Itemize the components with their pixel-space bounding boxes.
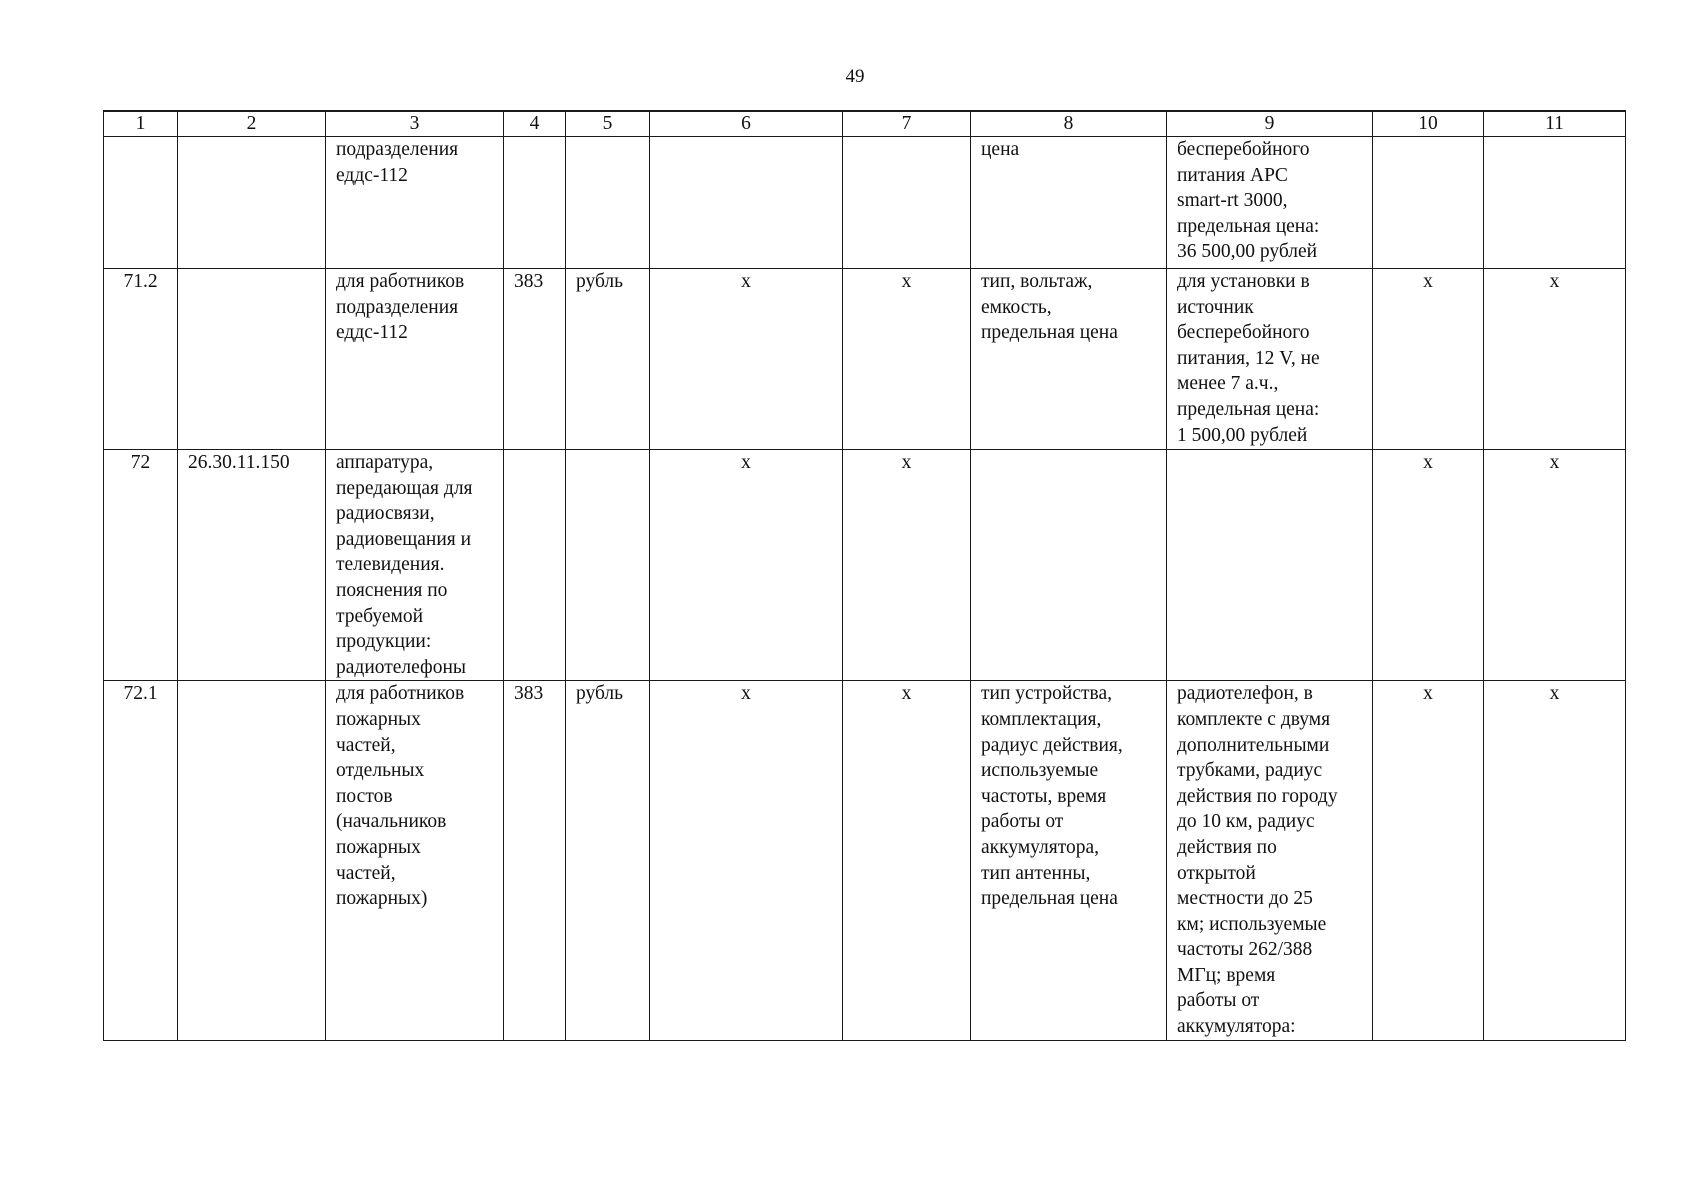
cell-col6: x — [650, 269, 843, 450]
column-header: 4 — [504, 111, 566, 137]
cell-number: 71.2 — [104, 269, 178, 450]
cell-col7: x — [843, 681, 971, 1040]
cell-col11: x — [1484, 269, 1626, 450]
table-row — [104, 450, 1626, 681]
cell-col10: x — [1373, 681, 1484, 1040]
cell-col11: x — [1484, 681, 1626, 1040]
cell-code — [178, 681, 326, 1040]
cell-number: 72.1 — [104, 681, 178, 1040]
cell-values: бесперебойного питания APC smart-rt 3000, предельная цена: 36 500,00 рублей — [1167, 137, 1373, 269]
cell-unit-name: рубль — [566, 269, 650, 450]
table-row — [104, 137, 1626, 269]
column-header: 11 — [1484, 111, 1626, 137]
column-header: 8 — [971, 111, 1167, 137]
cell-code — [178, 269, 326, 450]
cell-characteristics — [971, 450, 1167, 681]
table-header-row — [104, 111, 1626, 137]
cell-unit-code: 383 — [504, 269, 566, 450]
requirements-table — [103, 110, 1626, 1041]
cell-col11: x — [1484, 450, 1626, 681]
cell-number: 72 — [104, 450, 178, 681]
column-header: 9 — [1167, 111, 1373, 137]
column-header: 5 — [566, 111, 650, 137]
cell-unit-name: рубль — [566, 681, 650, 1040]
cell-unit-code: 383 — [504, 681, 566, 1040]
cell-unit-code — [504, 137, 566, 269]
cell-name: для работников пожарных частей, отдельных постов (начальников пожарных частей, пожарных) — [326, 681, 504, 1040]
column-header: 3 — [326, 111, 504, 137]
cell-unit-code — [504, 450, 566, 681]
table-row — [104, 269, 1626, 450]
cell-unit-name — [566, 450, 650, 681]
cell-characteristics: тип, вольтаж, емкость, предельная цена — [971, 269, 1167, 450]
column-header: 1 — [104, 111, 178, 137]
cell-col10: x — [1373, 269, 1484, 450]
cell-col6: x — [650, 681, 843, 1040]
cell-characteristics: тип устройства, комплектация, радиус действия, используемые частоты, время работы от аккумулятора, тип антенны, предельная цена — [971, 681, 1167, 1040]
cell-col7 — [843, 137, 971, 269]
column-header: 10 — [1373, 111, 1484, 137]
cell-name: аппаратура, передающая для радиосвязи, радиовещания и телевидения. пояснения по требуемой продукции: радиотелефоны — [326, 450, 504, 681]
cell-col6 — [650, 137, 843, 269]
cell-values: радиотелефон, в комплекте с двумя дополнительными трубками, радиус действия по городу до 10 км, радиус действия по открытой местности до 25 км; используемые частоты 262/388 МГц; время работы от аккумулятора: — [1167, 681, 1373, 1040]
cell-code: 26.30.11.150 — [178, 450, 326, 681]
cell-col11 — [1484, 137, 1626, 269]
cell-unit-name — [566, 137, 650, 269]
cell-col10 — [1373, 137, 1484, 269]
cell-number — [104, 137, 178, 269]
cell-col7: x — [843, 269, 971, 450]
cell-col6: x — [650, 450, 843, 681]
cell-values: для установки в источник бесперебойного питания, 12 V, не менее 7 а.ч., предельная цена: 1 500,00 рублей — [1167, 269, 1373, 450]
table-row — [104, 681, 1626, 1040]
cell-col10: x — [1373, 450, 1484, 681]
column-header: 6 — [650, 111, 843, 137]
page-number: 49 — [845, 66, 865, 87]
cell-values — [1167, 450, 1373, 681]
cell-name: подразделения еддс-112 — [326, 137, 504, 269]
cell-characteristics: цена — [971, 137, 1167, 269]
cell-code — [178, 137, 326, 269]
cell-col7: x — [843, 450, 971, 681]
cell-name: для работников подразделения еддс-112 — [326, 269, 504, 450]
column-header: 7 — [843, 111, 971, 137]
column-header: 2 — [178, 111, 326, 137]
